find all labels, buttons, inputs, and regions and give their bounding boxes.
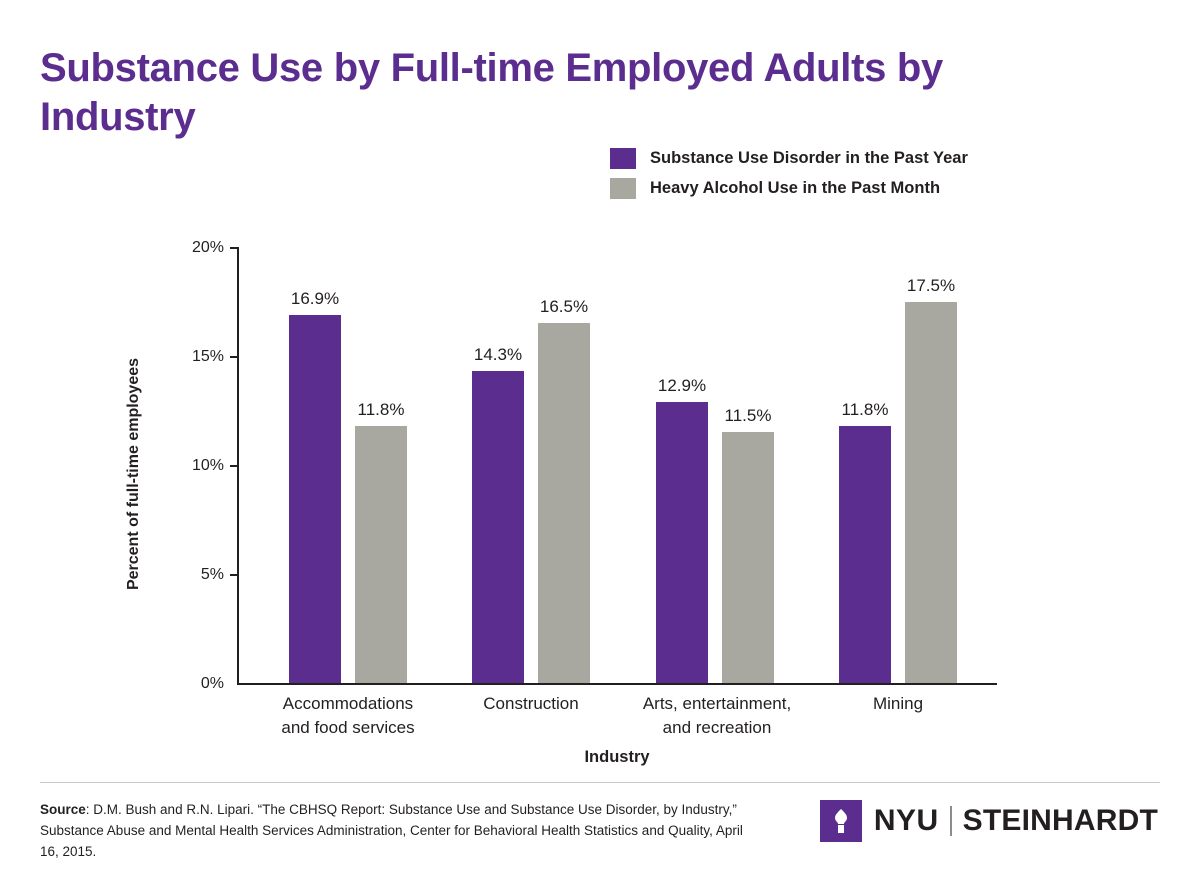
y-tick-mark-20: [230, 247, 237, 249]
page-title: Substance Use by Full-time Employed Adults by Industry: [40, 46, 943, 139]
source-note: [40, 800, 760, 863]
x-axis-title: Industry: [584, 748, 650, 766]
bar-construction-substance-use-disorder[interactable]: [472, 345, 524, 683]
x-tick-label-arts: [622, 692, 812, 740]
bar-arts-heavy-alcohol-use[interactable]: [722, 406, 774, 683]
bar-group-accommodations: [283, 247, 413, 683]
y-tick-label-20: 20%: [191, 239, 224, 256]
x-tick-label-accommodations-line2: and food services: [281, 717, 415, 737]
bar-value-arts-heavy-alcohol-use: 11.5%: [724, 406, 772, 426]
y-tick-label-10: 10%: [191, 457, 224, 474]
y-tick-label-0: 0%: [200, 675, 224, 692]
bar-value-mining-substance-use-disorder: 11.8%: [841, 399, 889, 419]
bar-mining-substance-use-disorder[interactable]: [839, 399, 891, 683]
footer-divider: [40, 782, 1160, 783]
bar-group-mining: [833, 247, 963, 683]
y-axis-line: [237, 247, 239, 683]
logo-nyu-text: NYU: [873, 804, 939, 837]
x-tick-label-construction-line1: Construction: [483, 694, 579, 713]
y-tick-mark-10: [230, 465, 237, 467]
bar-group-arts: [650, 247, 780, 683]
torch-icon: [820, 800, 862, 842]
bar-accommodations-heavy-alcohol-use[interactable]: [355, 399, 407, 683]
y-axis-title: Percent of full-time employees: [125, 357, 142, 591]
x-tick-label-mining: [813, 692, 983, 716]
bar-value-mining-heavy-alcohol-use: 17.5%: [906, 275, 956, 295]
x-tick-label-arts-line2: and recreation: [662, 717, 772, 737]
bar-value-accommodations-heavy-alcohol-use: 11.8%: [357, 399, 405, 419]
y-tick-label-5: 5%: [200, 566, 224, 583]
legend-label-substance-use-disorder: Substance Use Disorder in the Past Year: [650, 149, 968, 167]
x-tick-label-construction: [446, 692, 616, 716]
legend-label-heavy-alcohol-use: Heavy Alcohol Use in the Past Month: [650, 179, 941, 197]
bar-value-arts-substance-use-disorder: 12.9%: [657, 375, 707, 395]
bar-value-construction-substance-use-disorder: 14.3%: [473, 345, 523, 365]
bar-mining-heavy-alcohol-use[interactable]: [905, 275, 957, 684]
x-tick-label-mining-line1: Mining: [872, 694, 924, 713]
source-label: Source: [40, 802, 86, 817]
bar-construction-heavy-alcohol-use[interactable]: [538, 297, 590, 683]
logo-school-text: STEINHARDT: [962, 804, 1158, 837]
x-tick-label-accommodations: [258, 692, 438, 740]
bar-accommodations-substance-use-disorder[interactable]: [289, 288, 341, 683]
y-tick-label-15: 15%: [191, 348, 224, 365]
x-tick-label-accommodations-line1: Accommodations: [282, 694, 414, 713]
bar-value-accommodations-substance-use-disorder: 16.9%: [290, 288, 340, 308]
y-tick-mark-5: [230, 574, 237, 576]
source-text: : D.M. Bush and R.N. Lipari. “The CBHSQ Report: Substance Use and Substance Use Disorder, by Industry,” Substance Abuse and Mental Health Services Administration, Center for Behavioral Health Statistics and Quality, April 16, 2015.: [40, 802, 743, 859]
logo-divider: [950, 806, 952, 836]
x-tick-label-arts-line1: Arts, entertainment,: [642, 694, 792, 713]
bar-group-construction: [466, 247, 596, 683]
bar-arts-substance-use-disorder[interactable]: [656, 375, 708, 683]
bar-value-construction-heavy-alcohol-use: 16.5%: [539, 297, 589, 317]
x-axis-line: [237, 683, 997, 685]
nyu-steinhardt-logo: [820, 800, 1158, 842]
y-tick-mark-15: [230, 356, 237, 358]
